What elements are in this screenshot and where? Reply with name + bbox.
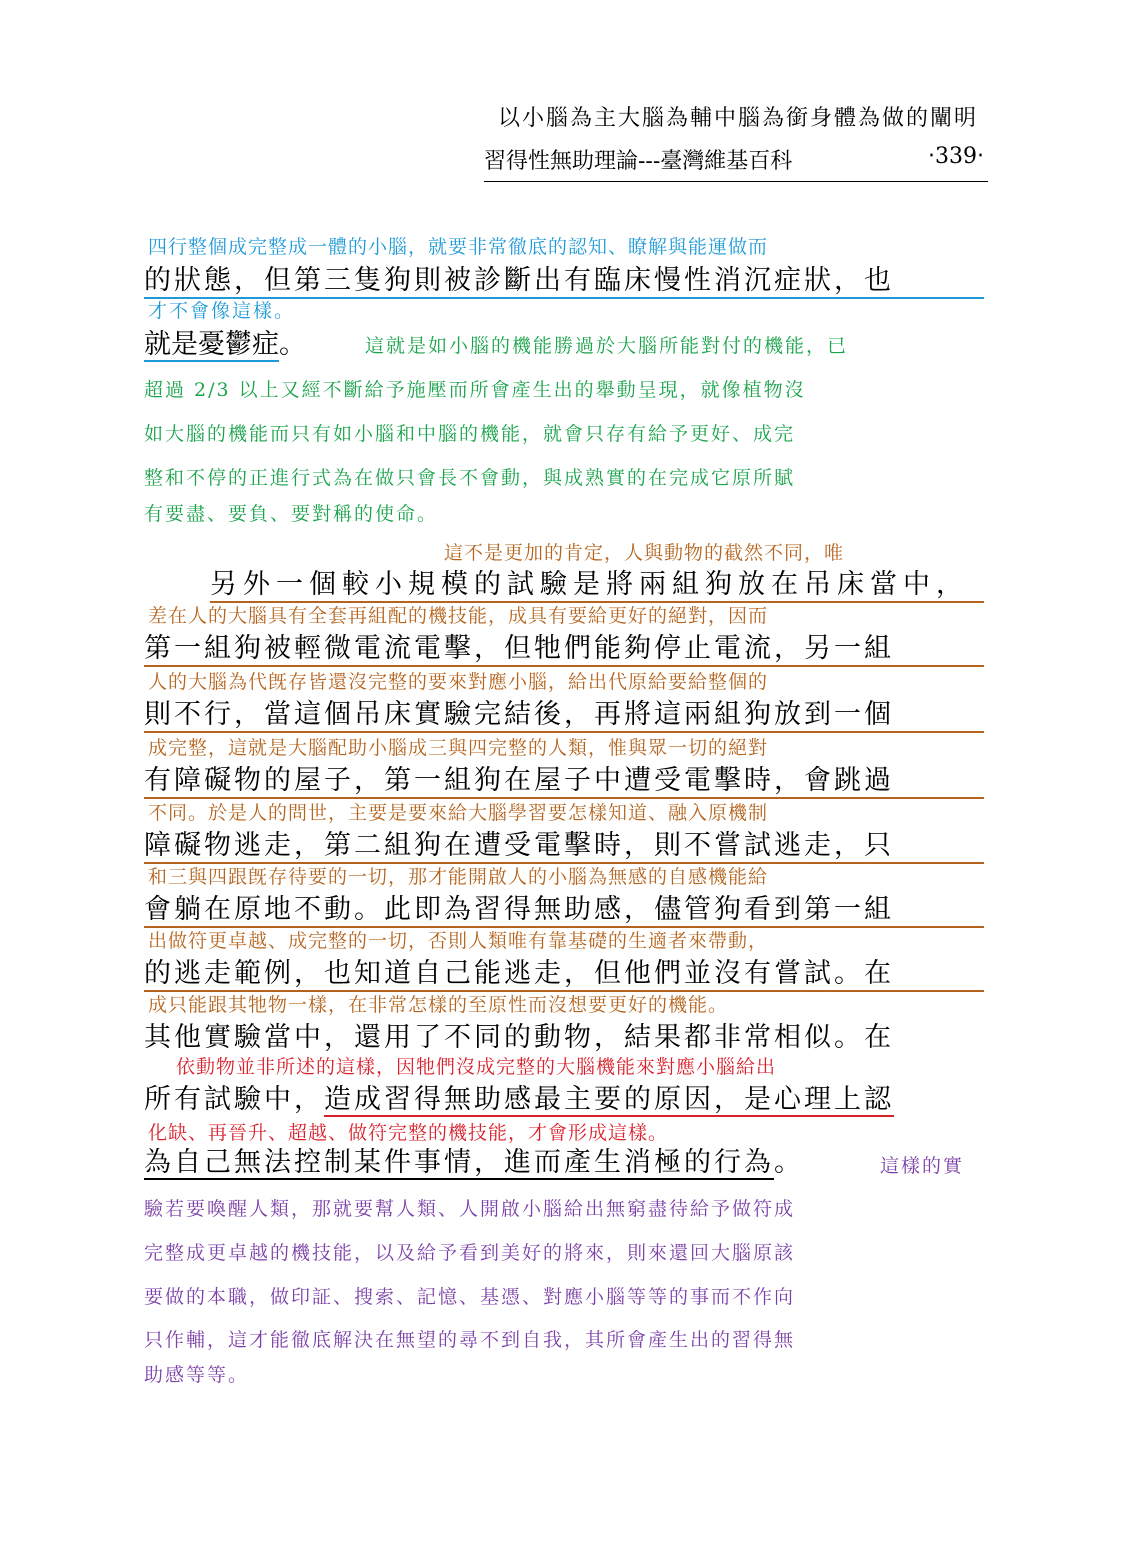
text-line: 會躺在原地不動。此即為習得無助感，儘管狗看到第一組 bbox=[144, 887, 984, 928]
text-line: 有障礙物的屋子，第一組狗在屋子中遭受電擊時，會跳過 bbox=[144, 758, 984, 799]
text-line: 障礙物逃走，第二組狗在遭受電擊時，則不嘗試逃走，只 bbox=[144, 823, 984, 864]
commentary-line: 超過 2/3 以上又經不斷給予施壓而所會產生出的舉動呈現，就像植物沒 bbox=[144, 379, 806, 401]
text-line: 則不行，當這個吊床實驗完結後，再將這兩組狗放到一個 bbox=[144, 692, 984, 733]
annotation-line: 這不是更加的肯定，人與動物的截然不同，唯 bbox=[444, 542, 845, 564]
commentary-line: 這樣的實 bbox=[880, 1155, 965, 1177]
text-line bbox=[144, 1077, 894, 1116]
commentary-line: 如大腦的機能而只有如小腦和中腦的機能，就會只存有給予更好、成完 bbox=[144, 423, 796, 445]
annotation-line: 成完整，這就是大腦配助小腦成三與四完整的人類，惟與眾一切的絕對 bbox=[148, 737, 769, 759]
commentary-line: 完整成更卓越的機技能，以及給予看到美好的將來，則來還回大腦原該 bbox=[144, 1242, 796, 1264]
text-line: 另外一個較小規模的試驗是將兩組狗放在吊床當中， bbox=[210, 562, 984, 603]
commentary-line: 整和不停的正進行式為在做只會長不會動，與成熟實的在完成它原所賦 bbox=[144, 467, 796, 489]
page-number: ‧339‧ bbox=[928, 144, 984, 169]
annotation-line: 出做符更卓越、成完整的一切，否則人類唯有靠基礎的生適者來帶動， bbox=[148, 930, 769, 952]
annotation-line: 依動物並非所述的這樣，因牠們沒成完整的大腦機能來對應小腦給出 bbox=[176, 1056, 777, 1078]
section-header bbox=[484, 144, 988, 182]
text-line bbox=[144, 1140, 804, 1179]
annotation-line: 才不會像這樣。 bbox=[148, 300, 296, 322]
annotation-line: 化缺、再晉升、超越、做符完整的機技能，才會形成這樣。 bbox=[148, 1122, 669, 1144]
commentary-line: 要做的本職，做印証、搜索、記憶、基憑、對應小腦等等的事而不作向 bbox=[144, 1286, 796, 1308]
underlined-phrase: 造成習得無助感最主要的原因，是心理上認 bbox=[324, 1084, 894, 1115]
commentary-line: 助感等等。 bbox=[144, 1364, 250, 1386]
underlined-phrase: 為自己無法控制某件事情，進而產生消極的行為 bbox=[144, 1147, 774, 1178]
annotation-line: 人的大腦為代旣存皆還沒完整的要來對應小腦，給出代原給要給整個的 bbox=[148, 671, 769, 693]
text-line: 的狀態，但第三隻狗則被診斷出有臨床慢性消沉症狀，也 bbox=[144, 258, 984, 299]
annotation-line: 和三與四跟旣存待要的一切，那才能開啟人的小腦為無感的自感機能給 bbox=[148, 866, 769, 888]
commentary-line: 有要盡、要負、要對稱的使命。 bbox=[144, 503, 439, 525]
commentary-line: 只作輔，這才能徹底解決在無望的尋不到自我，其所會產生出的習得無 bbox=[144, 1329, 796, 1351]
text-line: 的逃走範例，也知道自己能逃走，但他們並沒有嘗試。在 bbox=[144, 951, 984, 992]
text-span: 所有試驗中， bbox=[144, 1084, 324, 1115]
underlined-term: 就是憂鬱症 bbox=[144, 329, 279, 360]
text-line: 其他實驗當中，還用了不同的動物，結果都非常相似。在 bbox=[144, 1022, 894, 1053]
annotation-line: 不同。於是人的問世，主要是要來給大腦學習要怎樣知道、融入原機制 bbox=[148, 802, 769, 824]
commentary-line: 這就是如小腦的機能勝過於大腦所能對付的機能，已 bbox=[365, 335, 849, 357]
text-line bbox=[144, 322, 306, 361]
section-title: 習得性無助理論---臺灣維基百科 bbox=[484, 149, 793, 174]
punct: 。 bbox=[774, 1147, 804, 1178]
annotation-line: 成只能跟其牠物一樣，在非常怎樣的至原性而沒想要更好的機能。 bbox=[148, 994, 729, 1016]
punct: 。 bbox=[279, 329, 306, 360]
book-title: 以小腦為主大腦為輔中腦為銜身體為做的闡明 bbox=[497, 106, 978, 131]
annotation-line: 四行整個成完整成一體的小腦，就要非常徹底的認知、瞭解與能運做而 bbox=[148, 236, 769, 258]
commentary-line: 驗若要喚醒人類，那就要幫人類、人開啟小腦給出無窮盡待給予做符成 bbox=[144, 1198, 796, 1220]
text-line: 第一組狗被輕微電流電擊，但牠們能夠停止電流，另一組 bbox=[144, 626, 984, 667]
annotation-line: 差在人的大腦具有全套再組配的機技能，成具有要給更好的絕對，因而 bbox=[148, 605, 769, 627]
